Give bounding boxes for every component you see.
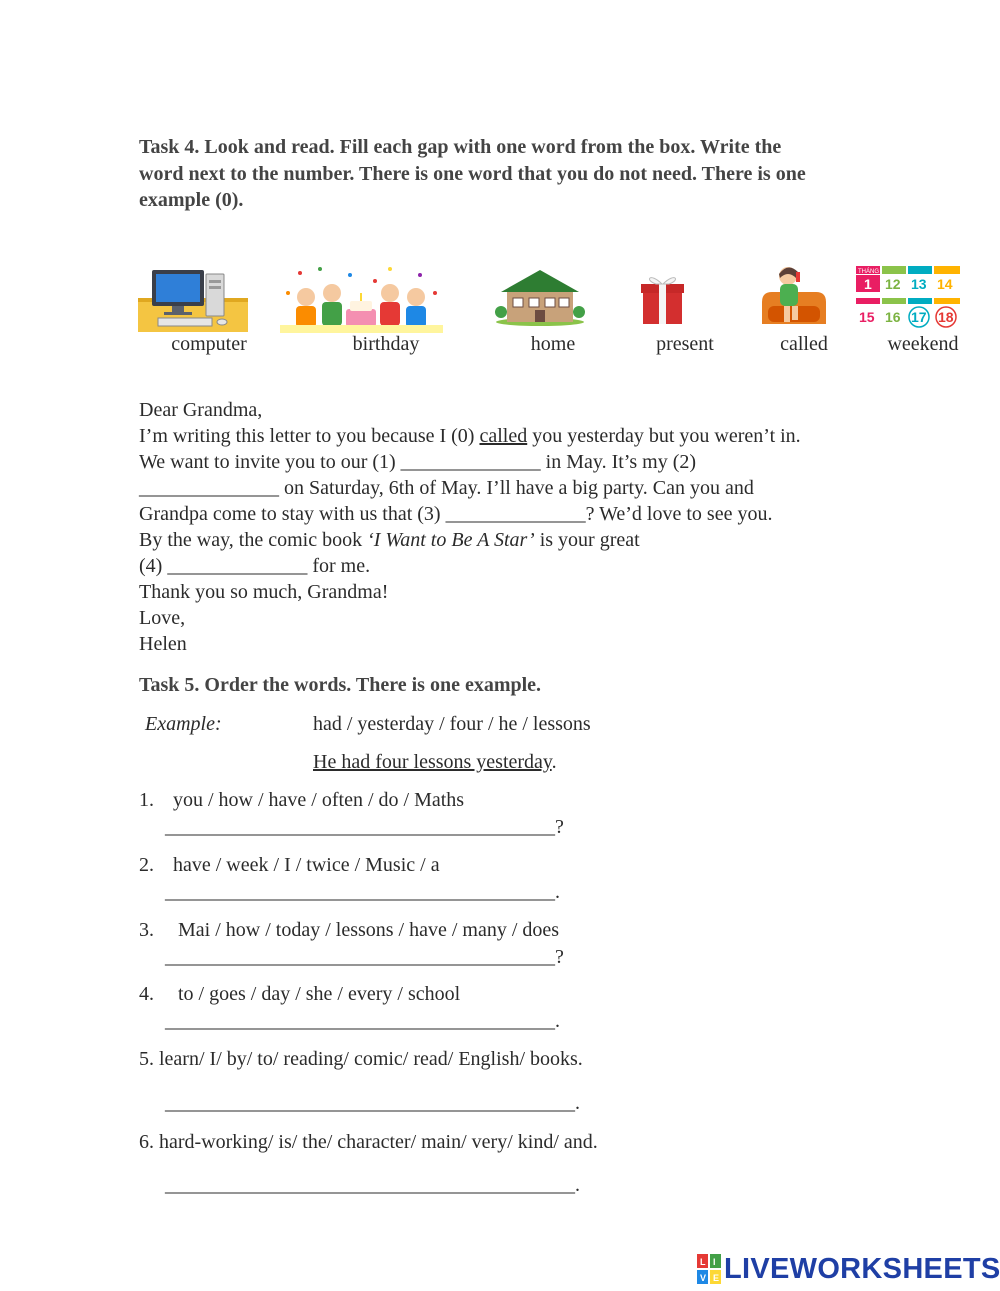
word-box-label: computer [171, 333, 247, 355]
answer-blank[interactable]: _______________________________________? [165, 946, 564, 968]
example-words: had / yesterday / four / he / lessons [313, 713, 591, 735]
question-number: 2. [139, 854, 154, 876]
gift-icon [640, 270, 685, 326]
calendar-date: 16 [885, 309, 901, 325]
word-box-label: birthday [352, 333, 420, 355]
question-words: learn/ I/ by/ to/ reading/ comic/ read/ English/ books. [159, 1048, 583, 1070]
svg-text:E: E [713, 1273, 720, 1283]
phone-call-icon [758, 262, 830, 332]
svg-text:L: L [700, 1257, 706, 1267]
letter-line: Thank you so much, Grandma! [139, 581, 389, 603]
question-number: 1. [139, 789, 154, 811]
letter-line: We want to invite you to our (1) ______________ in May. It’s my (2) [139, 451, 697, 473]
question-line [139, 1046, 583, 1072]
letter-line: By the way, the comic book ‘I Want to Be A Star’ is your great [139, 529, 640, 551]
example-answer: called [479, 425, 528, 447]
birthday-party-icon [280, 263, 443, 333]
letter-line: (4) ______________ for me. [139, 555, 371, 577]
example-answer-line: He had four lessons yesterday. [313, 751, 557, 773]
calendar-date: 18 [938, 309, 954, 325]
question-words: have / week / I / twice / Music / a [173, 854, 440, 876]
calendar-date: 13 [911, 276, 927, 292]
task4-title-line: example (0). [139, 189, 244, 211]
word-box-label: weekend [887, 333, 959, 355]
word-box-label: called [780, 333, 828, 355]
question-words: you / how / have / often / do / Maths [173, 789, 465, 811]
svg-text:V: V [700, 1273, 707, 1283]
example-sentence: He had four lessons yesterday [313, 751, 552, 773]
question-line [139, 1129, 598, 1155]
answer-blank[interactable]: _______________________________________? [165, 816, 564, 838]
question-number: 3. [139, 919, 154, 941]
liveworksheets-logo-icon [697, 1254, 721, 1284]
letter-line: Love, [139, 607, 186, 629]
example-label: Example: [145, 713, 222, 735]
answer-blank[interactable]: _________________________________________. [165, 1092, 580, 1114]
answer-blank[interactable]: _______________________________________. [165, 1010, 560, 1032]
book-title: ‘I Want to Be A Star’ [367, 529, 535, 551]
letter-line: ______________ on Saturday, 6th of May. I’ll have a big party. Can you and [139, 477, 754, 499]
question-number: 4. [139, 983, 154, 1005]
question-words: to / goes / day / she / every / school [178, 983, 461, 1005]
svg-text:I: I [713, 1257, 716, 1267]
house-icon [495, 268, 585, 326]
question-words: Mai / how / today / lessons / have / many / does [178, 919, 560, 941]
calendar-date: 1 [864, 276, 872, 292]
liveworksheets-logo [697, 1252, 1000, 1286]
word-box-label: present [656, 333, 714, 355]
question-number: 6. [139, 1131, 154, 1153]
answer-blank[interactable]: _______________________________________. [165, 881, 560, 903]
letter-line: I’m writing this letter to you because I (0) called you yesterday but you weren’t in. [139, 425, 801, 447]
computer-icon [138, 268, 248, 332]
question-number: 5. [139, 1048, 154, 1070]
calendar-icon [856, 266, 960, 328]
task4-title-line: Task 4. Look and read. Fill each gap with one word from the box. Write the [139, 136, 782, 158]
question-words: hard-working/ is/ the/ character/ main/ very/ kind/ and. [159, 1131, 598, 1153]
letter [139, 397, 801, 657]
task4-title [139, 134, 806, 214]
answer-blank[interactable]: _________________________________________. [165, 1174, 580, 1196]
letter-signature: Helen [139, 633, 187, 655]
calendar-date: 12 [885, 276, 901, 292]
task4-title-line: word next to the number. There is one word that you do not need. There is one [139, 162, 806, 185]
calendar-date: 14 [937, 276, 953, 292]
liveworksheets-logo-text: LIVEWORKSHEETS [724, 1252, 1000, 1285]
letter-line: Grandpa come to stay with us that (3) ______________? We’d love to see you. [139, 503, 773, 525]
calendar-date: 15 [859, 309, 875, 325]
calendar-month-word: THÁNG [858, 269, 879, 275]
word-box-label: home [530, 333, 576, 355]
letter-greeting: Dear Grandma, [139, 399, 263, 421]
task5-title: Task 5. Order the words. There is one example. [139, 674, 542, 696]
calendar-date: 17 [911, 309, 927, 325]
